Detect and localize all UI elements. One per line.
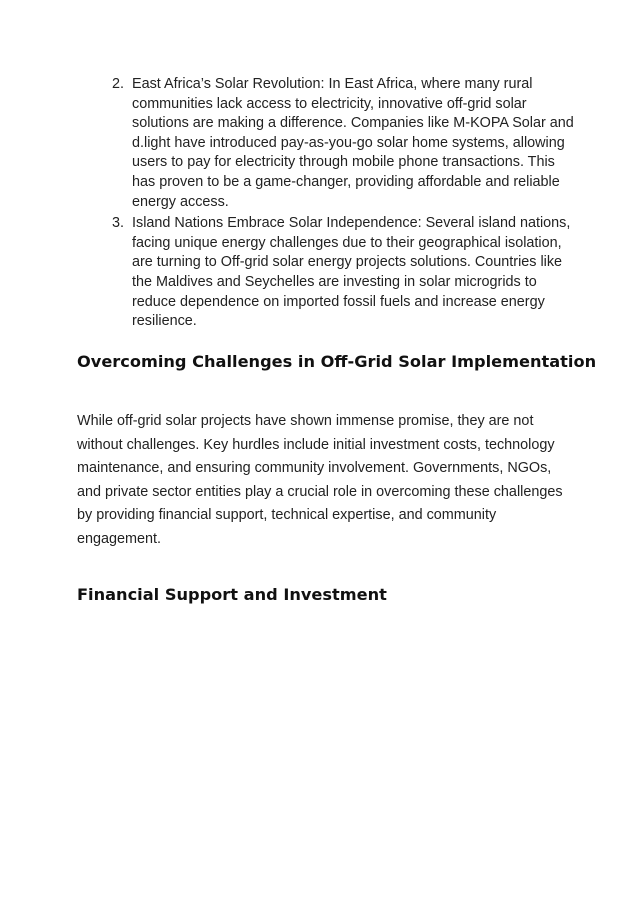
list-item-number: 2.: [112, 76, 125, 92]
challenges-paragraph: While off-grid solar projects have shown immense promise, they are not without challenges. Key hurdles include initial investment costs, technology maintenance, and ensuring community involvement. Governments, NGOs, and private sector entities play a crucial role in overcoming these challenges by providing financial support, technical expertise, and community engagement.: [77, 413, 563, 547]
section-heading-financial-support: Financial Support and Investment: [77, 585, 387, 604]
list-item-text: East Africa’s Solar Revolution: In East Africa, where many rural communities lack access to electricity, innovative off-grid solar solutions are making a difference. Companies like M-KOPA Solar and d.light have introduced pay-as-you-go solar home systems, allowing users to pay for electricity through mobile phone transactions. This has proven to be a game-changer, providing affordable and reliable energy access.: [132, 76, 574, 210]
list-item-text: Island Nations Embrace Solar Independence: Several island nations, facing unique energy challenges due to their geographical isolation, are turning to Off-grid solar energy projects solutions. Countries like the Maldives and Seychelles are investing in solar microgrids to reduce dependence on imported fossil fuels and increase energy resilience.: [132, 215, 571, 330]
section-heading-challenges: Overcoming Challenges in Off-Grid Solar Implementation: [77, 352, 597, 371]
list-item: [77, 214, 577, 332]
list-item: [77, 75, 577, 212]
list-item-number: 3.: [112, 215, 125, 232]
case-study-list: [77, 75, 577, 332]
